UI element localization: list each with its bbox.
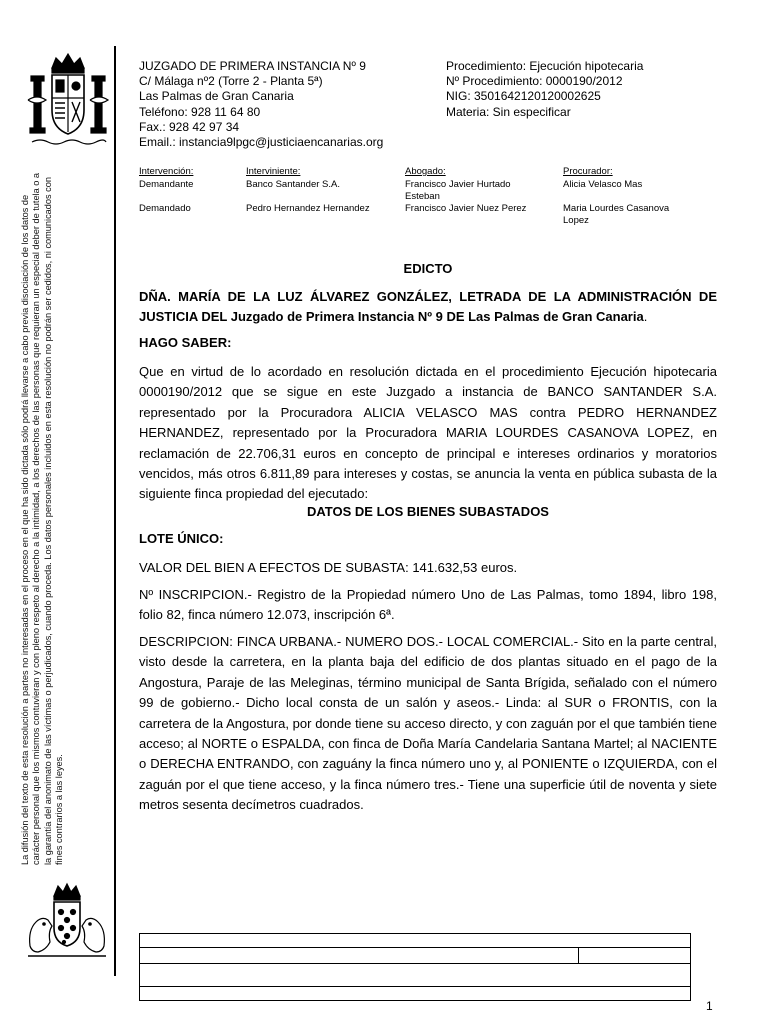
court-email: Email.: instancia9lpgc@justiciaencanarias.org <box>139 135 384 150</box>
table-rule <box>140 963 690 964</box>
party-lawyer: Francisco Javier Hurtado <box>405 179 511 190</box>
canarias-coat-of-arms-icon <box>24 882 110 962</box>
court-address: C/ Málaga nº2 (Torre 2 - Planta 5ª) <box>139 74 323 89</box>
court-info <box>139 59 383 150</box>
table-rule <box>140 986 690 987</box>
valor-paragraph: VALOR DEL BIEN A EFECTOS DE SUBASTA: 141.632,53 euros. <box>139 560 518 575</box>
party-name: Banco Santander S.A. <box>246 179 341 190</box>
margin-rule <box>114 46 116 976</box>
document-title: EDICTO <box>403 261 453 276</box>
court-phone: Teléfono: 928 11 64 80 <box>139 104 261 119</box>
spain-coat-of-arms-icon <box>22 48 114 152</box>
procedure-info <box>446 59 643 120</box>
procedure-nig: NIG: 3501642120120002625 <box>446 89 601 104</box>
intro-bold: DÑA. MARÍA DE LA LUZ ÁLVAREZ GONZÁLEZ, LETRADA DE LA ADMINISTRACIÓN DE JUSTICIA DEL Juzgado de Primera Instancia Nº 9 DE Las Palmas de Gran Canaria <box>139 289 717 325</box>
intro-end: . <box>643 309 648 325</box>
party-lawyer: Francisco Javier Nuez Perez <box>405 203 527 214</box>
lote-heading: LOTE ÚNICO: <box>139 531 224 546</box>
header-interviniente: Interviniente: <box>246 166 301 177</box>
party-role: Demandante <box>139 179 194 190</box>
hago-saber: HAGO SABER: <box>139 335 232 350</box>
party-name: Pedro Hernandez Hernandez <box>246 203 370 214</box>
inscripcion-paragraph: Nº INSCRIPCION.- Registro de la Propiedad número Uno de Las Palmas, tomo 1894, libro 198, folio 82, finca número 12.073, inscripción 6ª. <box>139 587 717 623</box>
descripcion-paragraph: DESCRIPCION: FINCA URBANA.- NUMERO DOS.- LOCAL COMERCIAL.- Sito en la parte central, visto desde la carretera, en la planta baja del edificio de dos plantas situado en el pago de la Angostura, Paraje de las Meleginas, término municipal de Santa Brígida, señalado con el número 99 de gobierno.- Dicho local consta de un salón y aseos.- Linda: al SUR o FRONTIS, con la carretera de la Angostura, por donde tiene su acceso directo, y con zaguán por el que también tiene acceso; al NORTE o ESPALDA, con finca de Doña María Candelaria Santana Martel; al NACIENTE o DERECHA ENTRANDO, con zaguány la finca número uno y, al PONIENTE o IZQUIERDA, con el zaguán por el que tiene acceso, y la finca número tres.- Tiene una superficie útil de noventa y siete metros sesenta decímetros cuadrados. <box>139 634 717 813</box>
procedure-subject: Materia: Sin especificar <box>446 104 571 119</box>
party-procurator: Alicia Velasco Mas <box>563 179 643 190</box>
header-intervencion: Intervención: <box>139 166 194 177</box>
procedure-number: Nº Procedimiento: 0000190/2012 <box>446 74 623 89</box>
court-fax: Fax.: 928 42 97 34 <box>139 119 240 134</box>
table-rule <box>140 947 690 948</box>
section-title: DATOS DE LOS BIENES SUBASTADOS <box>307 504 549 519</box>
court-city: Las Palmas de Gran Canaria <box>139 89 294 104</box>
header-procurador: Procurador: <box>563 166 613 177</box>
procedure-type: Procedimiento: Ejecución hipotecaria <box>446 59 644 73</box>
signature-table <box>139 933 691 1001</box>
data-protection-notice: La difusión del texto de esta resolución a partes no interesadas en el proceso en el que ha sido dictada sólo podrá llevarse a cabo previa disociación de los datos de carácter personal que los mismos contuvieran y con pleno respeto al derecho a la intimidad, a los derechos de las personas que requieran un especial deber de tutela o a la garantía del anonimato de las víctimas o perjudicados, cuando proceda. Los datos personales incluidos en esta resolución no podrán ser cedidos, ni comunicados con fines contrarios a las leyes. <box>20 172 64 865</box>
intro-paragraph <box>139 287 717 328</box>
body-paragraph: Que en virtud de lo acordado en resolución dictada en el procedimiento Ejecución hipotecaria 0000190/2012 que se sigue en este Juzgado a instancia de BANCO SANTANDER S.A. representado por la Procuradora ALICIA VELASCO MAS contra PEDRO HERNANDEZ HERNANDEZ, representado por la Procuradora MARIA LOURDES CASANOVA LOPEZ, en reclamación de 22.706,31 euros en concepto de principal e intereses ordinarios y moratorios vencidos, más otros 6.811,89 para intereses y costas, se anuncia la venta en pública subasta de la siguiente finca propiedad del ejecutado: <box>139 364 717 502</box>
header-abogado: Abogado: <box>405 166 446 177</box>
party-procurator: Maria Lourdes Casanova <box>563 203 670 214</box>
table-divider <box>578 948 579 964</box>
page-number: 1 <box>706 999 713 1013</box>
party-lawyer-cont: Esteban <box>405 191 440 202</box>
party-role: Demandado <box>139 203 191 214</box>
party-procurator-cont: Lopez <box>563 215 589 226</box>
court-name: JUZGADO DE PRIMERA INSTANCIA Nº 9 <box>139 59 366 73</box>
